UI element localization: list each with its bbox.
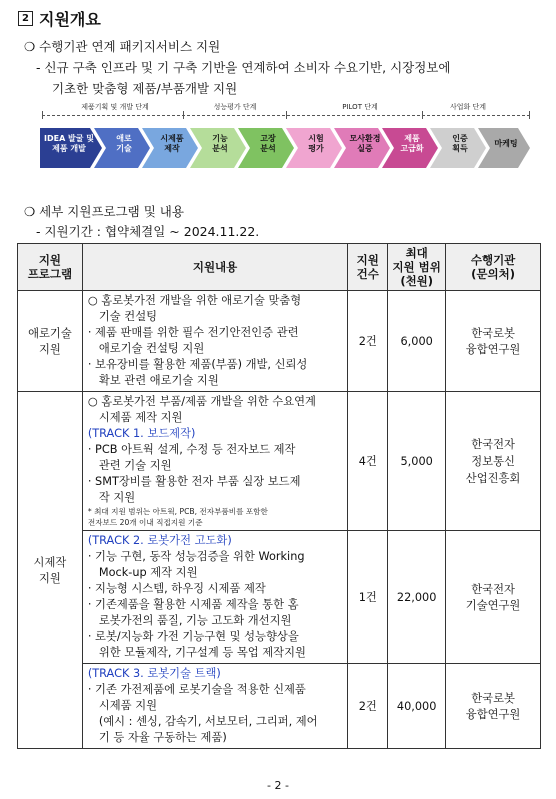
header-program: 지원 프로그램: [18, 244, 83, 291]
count-cell: 1건: [348, 531, 388, 664]
count-cell: 2건: [348, 664, 388, 749]
phase-tick: [183, 111, 184, 119]
max-cell: 40,000: [388, 664, 446, 749]
bullet-heading-1: ❍ 수행기관 연계 패키지서비스 지원: [24, 39, 221, 54]
table-header-row: [18, 244, 541, 291]
section-title: [18, 7, 101, 30]
support-period: - 지원기간 : 협약체결일 ~ 2024.11.22.: [36, 224, 260, 239]
step-label-function: 기능 분석: [212, 134, 228, 153]
step-label-failure: 고장 분석: [260, 134, 276, 153]
org-cell: 한국전자 기술연구원: [446, 531, 541, 664]
table-row: [18, 291, 541, 392]
content-cell: (TRACK 3. 로봇기술 트랙) · 기존 가전제품에 로봇기술을 적용한 신제품 시제품 지원 (예시 : 센싱, 감속기, 서보모터, 그리퍼, 제어 기 등 자율 구동하는 제품): [82, 664, 347, 749]
max-cell: 5,000: [388, 392, 446, 531]
step-label-cert: 인증 획득: [452, 134, 468, 153]
count-cell: 2건: [348, 291, 388, 392]
header-content: 지원내용: [82, 244, 347, 291]
step-label-marketing: 마케팅: [494, 139, 518, 148]
count-cell: 4건: [348, 392, 388, 531]
content-cell: ○ 홈로봇가전 부품/제품 개발을 위한 수요연계 시제품 제작 지원 (TRACK 1. 보드제작) · PCB 아트웍 설계, 수정 등 전자보드 제작 관련 기술 지원 · SMT장비를 활용한 전자 부품 실장 보드제 작 지원 * 최대 지원 범위는 아트웍, PCB, 전자부품비를 포함한 전자보드 20개 이내 직접지원 기준: [82, 392, 347, 531]
support-program-table: [17, 243, 541, 749]
phase-label-commercial: 사업화 단계: [449, 103, 487, 111]
org-cell: 한국로봇 융합연구원: [446, 664, 541, 749]
step-label-test: 시험 평가: [308, 134, 324, 153]
phase-label-pilot: PILOT 단계: [342, 103, 378, 111]
max-cell: 6,000: [388, 291, 446, 392]
phase-tick: [422, 111, 423, 119]
step-label-trouble: 애로 기술: [116, 134, 132, 153]
program-cell: 애로기술 지원: [18, 291, 83, 392]
table-row: [18, 531, 541, 664]
section-number: 2: [18, 11, 33, 26]
process-diagram: [40, 102, 530, 186]
max-cell: 22,000: [388, 531, 446, 664]
org-cell: 한국로봇 융합연구원: [446, 291, 541, 392]
step-label-premium: 제품 고급화: [400, 134, 424, 153]
step-label-sim: 모사환경 실증: [349, 134, 381, 153]
section-title-text: 지원개요: [39, 10, 101, 29]
header-organization: 수행기관 (문의처): [446, 244, 541, 291]
program-cell: 시제작 지원: [18, 392, 83, 749]
phase-label-performance: 성능평가 단계: [213, 103, 257, 111]
bullet-heading-2: ❍ 세부 지원프로그램 및 내용: [24, 204, 184, 219]
content-cell: ○ 홈로봇가전 개발을 위한 애로기술 맞춤형 기술 컨설팅 · 제품 판매를 위한 필수 전기안전인증 관련 애로기술 컨설팅 지원 · 보유장비를 활용한 제품(부품) 개발, 신뢰성 확보 관련 애로기술 지원: [82, 291, 347, 392]
bullet-sub-1a: - 신규 구축 인프라 및 기 구축 기반을 연계하여 소비자 수요기반, 시장정보에: [36, 60, 451, 75]
phase-tick: [286, 111, 287, 119]
phase-label-planning: 제품기획 및 개발 단계: [81, 103, 149, 111]
org-cell: 한국전자 정보통신 산업진흥회: [446, 392, 541, 531]
content-cell: (TRACK 2. 로봇가전 고도화) · 기능 구현, 동작 성능검증을 위한 Working Mock-up 제작 지원 · 지능형 시스템, 하우징 시제품 제작 · 기존제품을 활용한 시제품 제작을 통한 홈 로봇가전의 품질, 기능 고도화 개선지원 · 로봇/지능화 가전 기능구현 및 성능향상을 위한 모듈제작, 기구설계 등 목업 제작지원: [82, 531, 347, 664]
phase-tick: [529, 111, 530, 119]
step-label-prototype: 시제품 제작: [160, 134, 184, 153]
page-number: - 2 -: [267, 779, 289, 792]
header-count: 지원 건수: [348, 244, 388, 291]
step-label-idea: IDEA 발굴 및 제품 개발: [43, 134, 95, 153]
phase-tick: [42, 111, 43, 119]
bullet-sub-1b: 기초한 맞춤형 제품/부품개발 지원: [52, 81, 238, 96]
table-row: [18, 392, 541, 531]
table-row: [18, 664, 541, 749]
header-max-range: 최대 지원 범위 (천원): [388, 244, 446, 291]
